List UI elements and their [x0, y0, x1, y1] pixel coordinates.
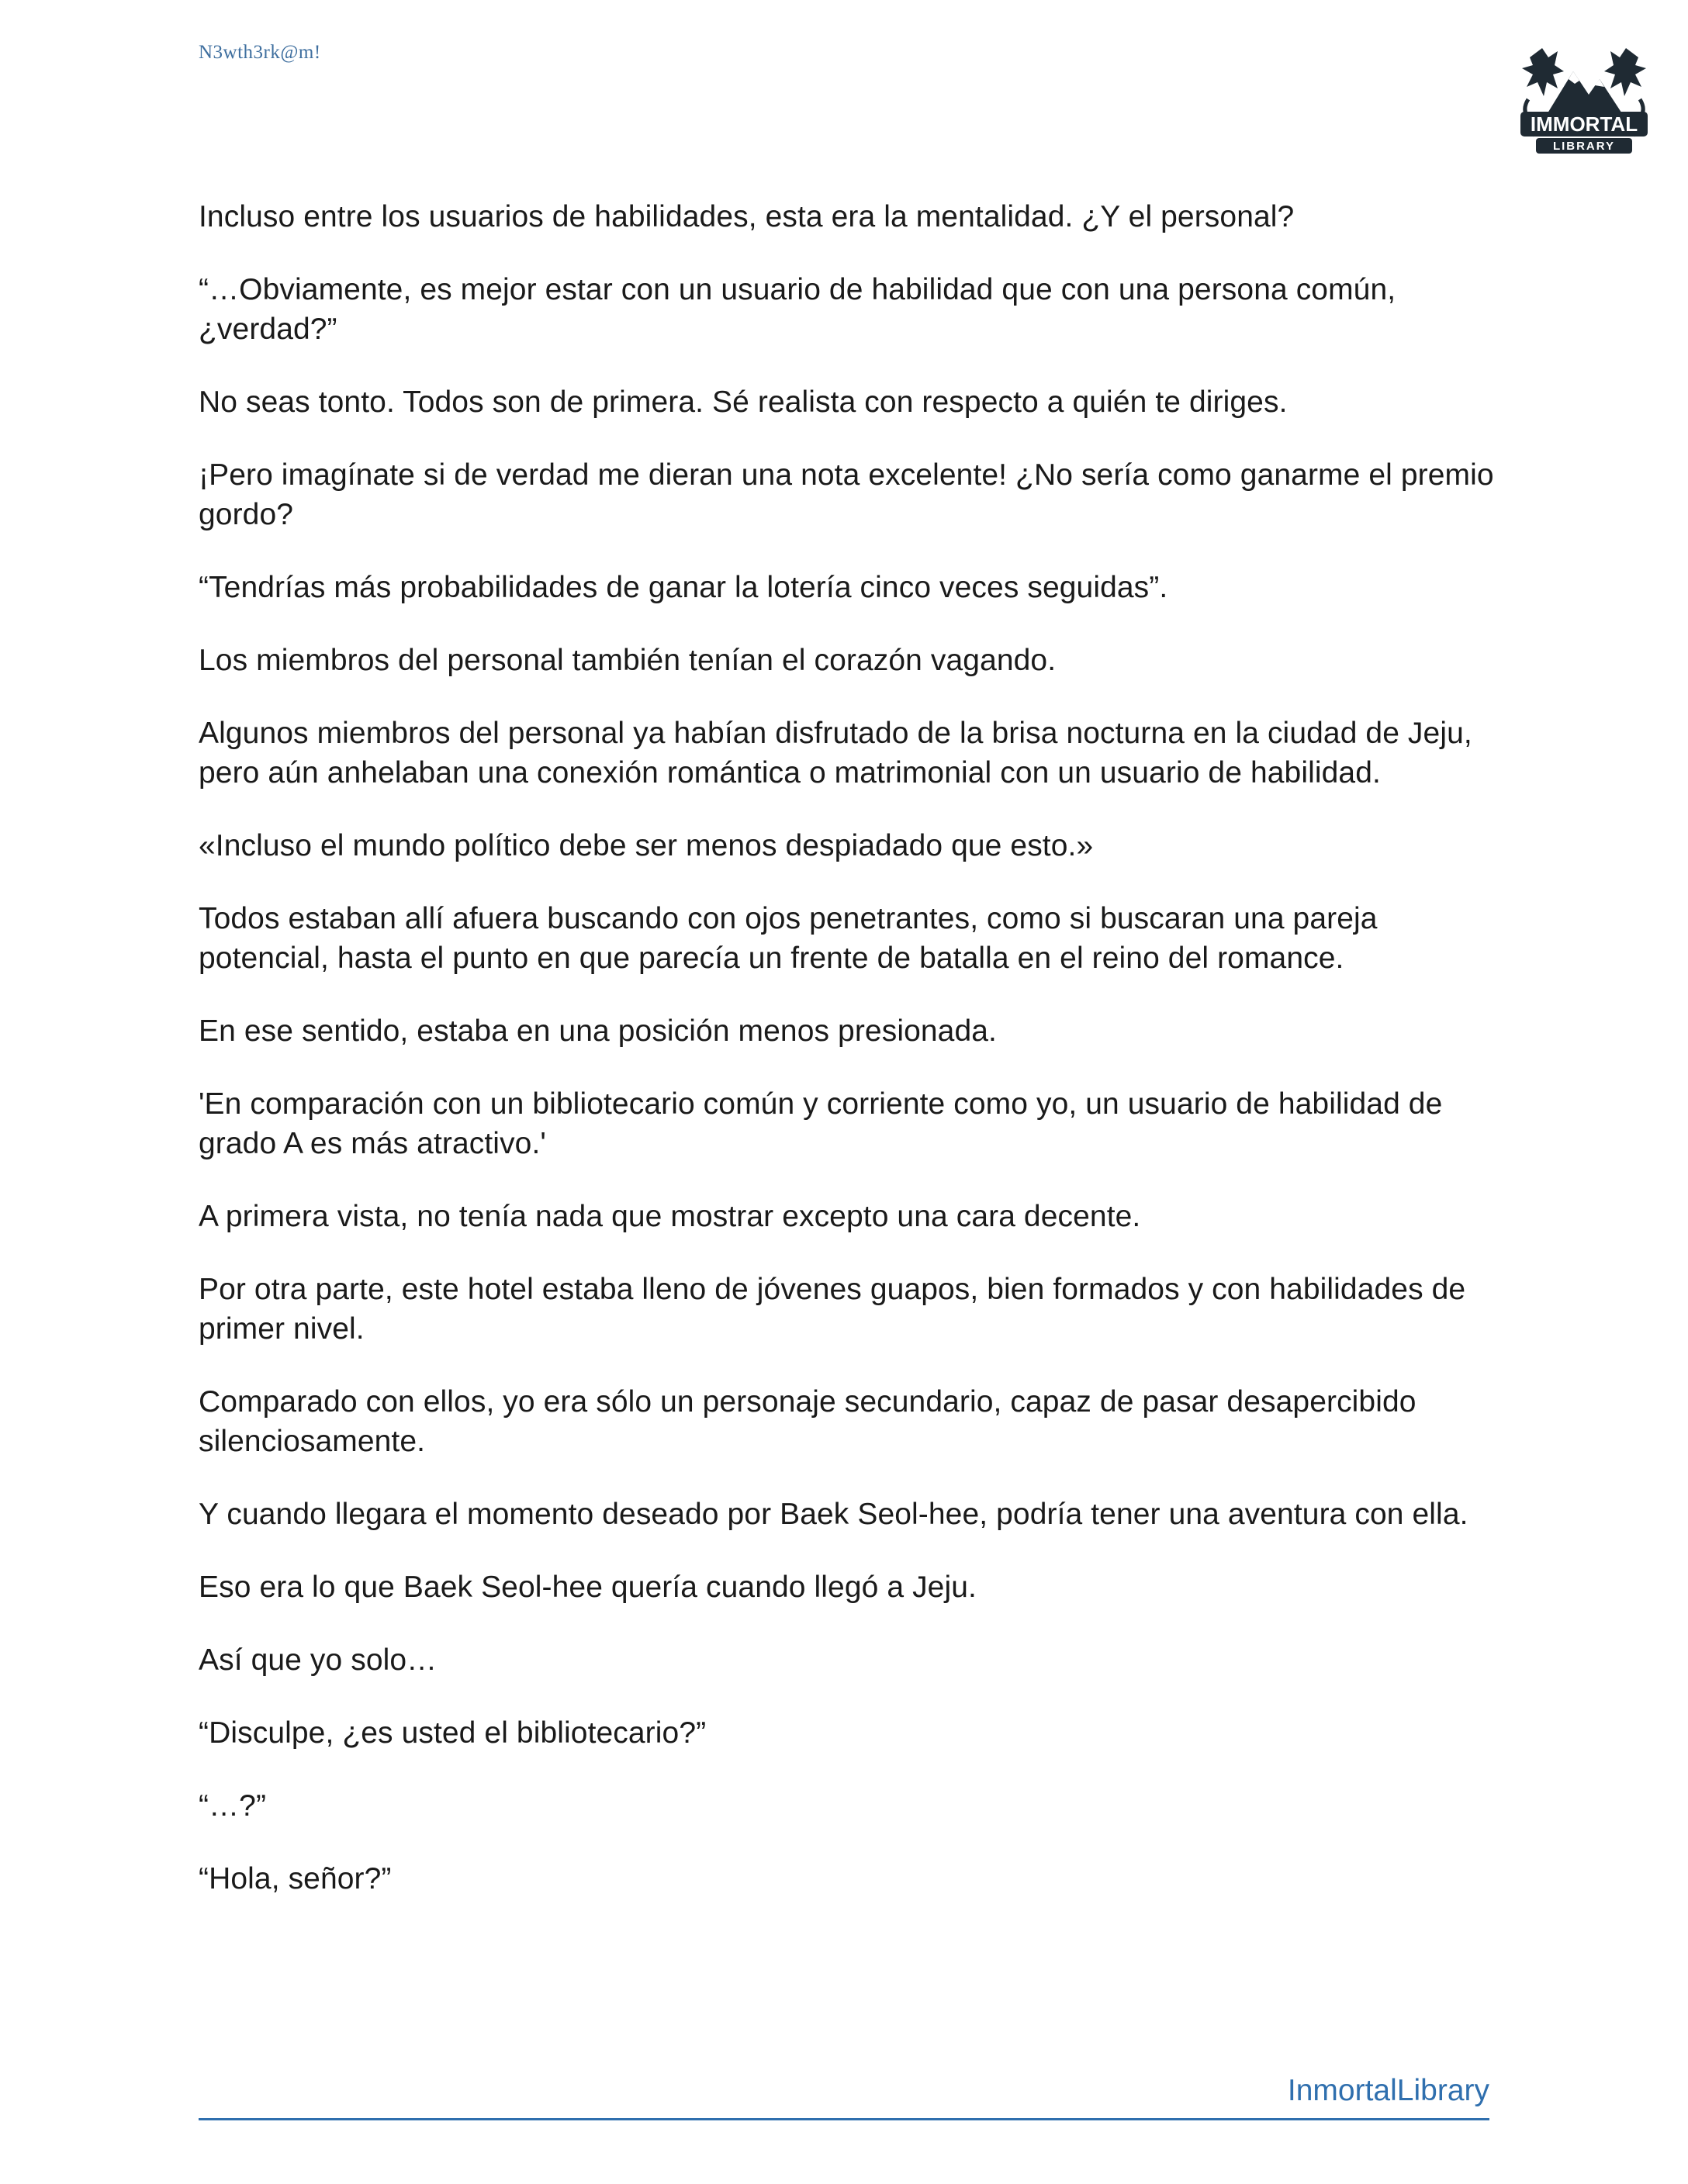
paragraph: 'En comparación con un bibliotecario común y corriente como yo, un usuario de habilidad de grado A es más atractivo.'	[199, 1087, 1443, 1160]
paragraph: “…Obviamente, es mejor estar con un usuario de habilidad que con una persona común, ¿verdad?”	[199, 273, 1396, 346]
immortal-library-logo-icon	[1513, 34, 1655, 160]
paragraph: “…?”	[199, 1789, 267, 1823]
paragraph: “Disculpe, ¿es usted el bibliotecario?”	[199, 1716, 707, 1750]
chapter-body	[199, 197, 1502, 1932]
logo-text-top: IMMORTAL	[1530, 112, 1638, 136]
paragraph: Por otra parte, este hotel estaba lleno de jóvenes guapos, bien formados y con habilidades de primer nivel.	[199, 1273, 1466, 1346]
paragraph: «Incluso el mundo político debe ser menos despiadado que esto.»	[199, 829, 1094, 862]
paragraph: Comparado con ellos, yo era sólo un personaje secundario, capaz de pasar desapercibido silenciosamente.	[199, 1385, 1416, 1458]
paragraph: Incluso entre los usuarios de habilidades, esta era la mentalidad. ¿Y el personal?	[199, 200, 1295, 233]
paragraph: Eso era lo que Baek Seol-hee quería cuando llegó a Jeju.	[199, 1571, 977, 1604]
paragraph: A primera vista, no tenía nada que mostrar excepto una cara decente.	[199, 1200, 1141, 1233]
watermark-text: N3wth3rk@m!	[199, 42, 321, 63]
paragraph: “Hola, señor?”	[199, 1862, 392, 1895]
paragraph: Algunos miembros del personal ya habían disfrutado de la brisa nocturna en la ciudad de Jeju, pero aún anhelaban una conexión romántica o matrimonial con un usuario de habilidad.	[199, 717, 1472, 790]
paragraph: “Tendrías más probabilidades de ganar la lotería cinco veces seguidas”.	[199, 571, 1168, 604]
paragraph: ¡Pero imagínate si de verdad me dieran una nota excelente! ¿No sería como ganarme el premio gordo?	[199, 458, 1494, 531]
footer-site-link[interactable]: InmortalLibrary	[1287, 2074, 1489, 2107]
paragraph: No seas tonto. Todos son de primera. Sé realista con respecto a quién te diriges.	[199, 385, 1288, 419]
footer-divider	[199, 2118, 1489, 2120]
paragraph: Todos estaban allí afuera buscando con ojos penetrantes, como si buscaran una pareja potencial, hasta el punto en que parecía un frente de batalla en el reino del romance.	[199, 902, 1378, 975]
paragraph: En ese sentido, estaba en una posición menos presionada.	[199, 1014, 997, 1048]
paragraph: Así que yo solo…	[199, 1643, 438, 1677]
paragraph: Y cuando llegara el momento deseado por Baek Seol-hee, podría tener una aventura con ella.	[199, 1498, 1468, 1531]
paragraph: Los miembros del personal también tenían el corazón vagando.	[199, 644, 1057, 677]
logo-text-bottom: LIBRARY	[1552, 140, 1616, 153]
